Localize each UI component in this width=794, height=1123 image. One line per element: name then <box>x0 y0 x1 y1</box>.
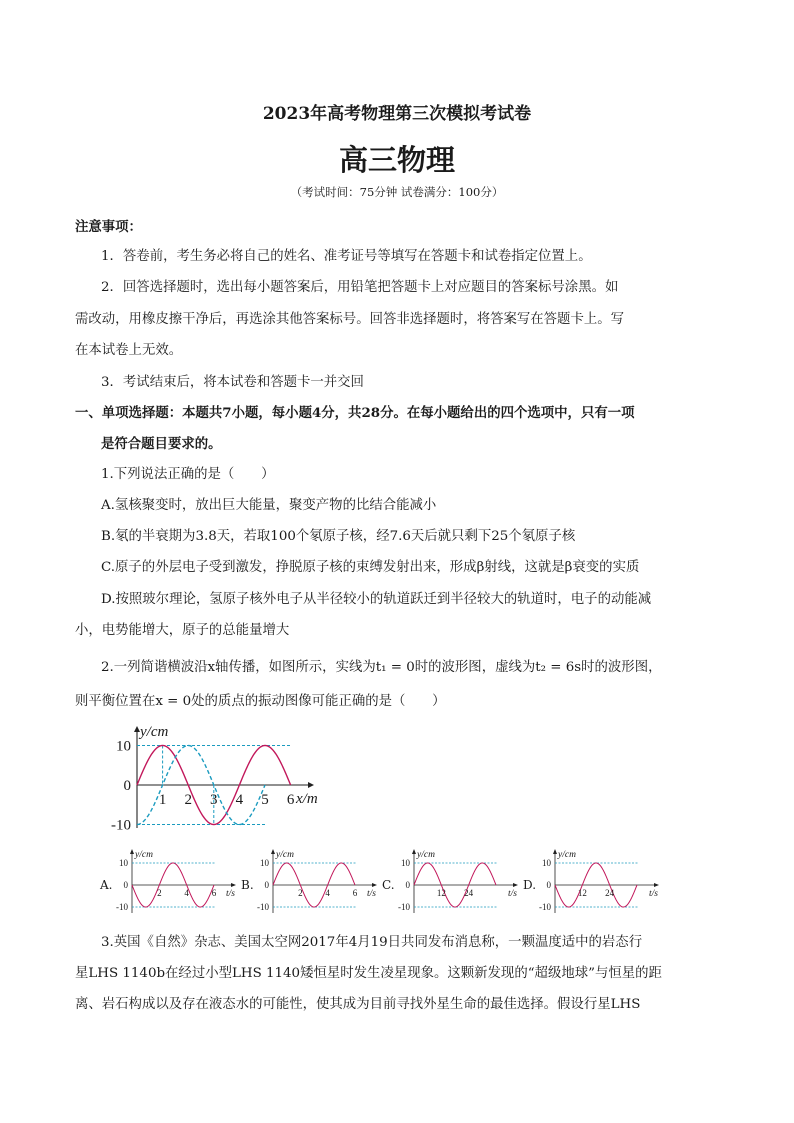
option-y-label: y/cm <box>276 850 294 860</box>
y-tick-label: -10 <box>111 817 131 834</box>
option-x-label: t/s <box>649 889 658 899</box>
notice-item-3: 3．考试结束后，将本试卷和答题卡一并交回 <box>101 375 364 390</box>
q2-option-c-graph <box>394 845 519 917</box>
option-x-axis-arrow <box>372 883 377 887</box>
option-y-tick: -10 <box>116 902 128 912</box>
q1-option-a: A.氢核聚变时，放出巨大能量，聚变产物的比结合能减小 <box>101 498 437 513</box>
q2-option-b-label: B. <box>241 878 254 892</box>
notice-heading: 注意事项： <box>75 219 142 235</box>
option-y-tick: 10 <box>260 858 269 868</box>
option-y-tick: 10 <box>401 858 410 868</box>
x-tick-label: 3 <box>210 792 218 808</box>
q3-line-2: 星LHS 1140b在经过小型LHS 1140矮恒星时发生凌星现象。这颗新发现的“超级地球”与恒星的距 <box>75 966 662 981</box>
option-y-axis-arrow <box>553 849 557 854</box>
section-1-heading-cont: 是符合题目要求的。 <box>101 436 222 452</box>
option-x-tick: 24 <box>464 888 474 898</box>
wave-figure <box>100 722 340 840</box>
notice-item-2-line-2: 需改动，用橡皮擦干净后，再选涂其他答案标号。回答非选择题时，将答案写在答题卡上。写 <box>75 312 625 327</box>
q2-option-a-graph <box>112 845 237 917</box>
option-x-tick: 24 <box>605 888 615 898</box>
exam-supertitle: 2023年高考物理第三次模拟考试卷 <box>262 104 532 124</box>
q1-option-d: D.按照玻尔理论，氢原子核外电子从半径较小的轨道跃迁到半径较大的轨道时，电子的动能减 <box>101 592 652 607</box>
x-tick-label: 6 <box>286 792 295 808</box>
option-y-label: y/cm <box>558 850 576 860</box>
x-tick-label: 5 <box>261 792 269 808</box>
option-y-axis-arrow <box>412 849 416 854</box>
option-y-tick: -10 <box>398 902 410 912</box>
option-y-tick: -10 <box>539 902 551 912</box>
x-tick-label: 4 <box>235 792 244 808</box>
page-title: 高三物理 <box>338 143 455 177</box>
q2-stem: 2.一列简谐横波沿x轴传播，如图所示，实线为t₁ = 0时的波形图，虚线为t₂ = 6s时的波形图， <box>101 660 662 675</box>
option-y-label: y/cm <box>135 850 153 860</box>
option-x-label: t/s <box>367 889 376 899</box>
option-x-tick: 12 <box>577 888 587 898</box>
x-axis-arrow <box>308 782 314 788</box>
option-x-tick: 4 <box>184 888 189 898</box>
q2-stem-cont: 则平衡位置在x = 0处的质点的振动图像可能正确的是（ ） <box>75 694 446 709</box>
option-x-label: t/s <box>226 889 235 899</box>
q1-option-b: B.氡的半衰期为3.8天，若取100个氡原子核，经7.6天后就只剩下25个氡原子核 <box>101 529 576 544</box>
option-y-axis-arrow <box>130 849 134 854</box>
q1-option-d-cont: 小，电势能增大，原子的总能量增大 <box>75 623 290 638</box>
x-tick-label: 2 <box>184 792 192 808</box>
option-x-axis-arrow <box>654 883 659 887</box>
exam-info: （考试时间：75分钟 试卷满分：100分） <box>290 185 504 199</box>
option-x-tick: 4 <box>325 888 330 898</box>
option-y-tick: 10 <box>119 858 128 868</box>
q2-option-d-graph <box>535 845 660 917</box>
q1-option-c: C.原子的外层电子受到激发，挣脱原子核的束缚发射出来，形成β射线，这就是β衰变的实质 <box>101 560 640 575</box>
option-x-tick: 6 <box>352 888 358 898</box>
q3-line-3: 离、岩石构成以及存在液态水的可能性，使其成为目前寻找外星生命的最佳选择。假设行星LHS <box>75 997 641 1012</box>
option-y-tick: 0 <box>405 880 410 890</box>
q2-option-c-label: C. <box>382 878 395 892</box>
option-x-axis-arrow <box>513 883 518 887</box>
y-tick-label: 10 <box>116 738 131 755</box>
notice-item-1: 1．答卷前，考生务必将自己的姓名、准考证号等填写在答题卡和试卷指定位置上。 <box>101 249 592 264</box>
option-y-axis-arrow <box>271 849 275 854</box>
option-y-tick: 0 <box>546 880 551 890</box>
option-y-tick: 0 <box>123 880 128 890</box>
x-axis-label: x/m <box>296 791 318 807</box>
option-x-tick: 2 <box>157 888 162 898</box>
q2-option-b-graph <box>253 845 378 917</box>
q2-option-a-label: A. <box>100 878 113 892</box>
option-x-tick: 12 <box>436 888 446 898</box>
section-1-heading: 一、单项选择题：本题共7小题，每小题4分，共28分。在每小题给出的四个选项中，只有一项 <box>75 405 635 421</box>
y-tick-label: 0 <box>123 778 131 794</box>
option-y-tick: 0 <box>264 880 269 890</box>
q1-stem: 1.下列说法正确的是（ ） <box>101 467 275 482</box>
option-x-axis-arrow <box>231 883 236 887</box>
option-x-label: t/s <box>508 889 517 899</box>
notice-item-2-line-3: 在本试卷上无效。 <box>75 343 183 358</box>
option-y-tick: -10 <box>257 902 269 912</box>
option-x-tick: 2 <box>298 888 303 898</box>
q2-option-d-label: D. <box>523 878 537 892</box>
option-x-tick: 6 <box>211 888 217 898</box>
option-y-tick: 10 <box>542 858 551 868</box>
x-tick-label: 1 <box>158 792 167 808</box>
y-axis-label: y/cm <box>140 724 169 740</box>
q3-line-1: 3.英国《自然》杂志、美国太空网2017年4月19日共同发布消息称，一颗温度适中的岩态行 <box>101 935 643 950</box>
notice-item-2-line-1: 2．回答选择题时，选出每小题答案后，用铅笔把答题卡上对应题目的答案标号涂黑。如 <box>101 280 619 295</box>
option-y-label: y/cm <box>417 850 435 860</box>
